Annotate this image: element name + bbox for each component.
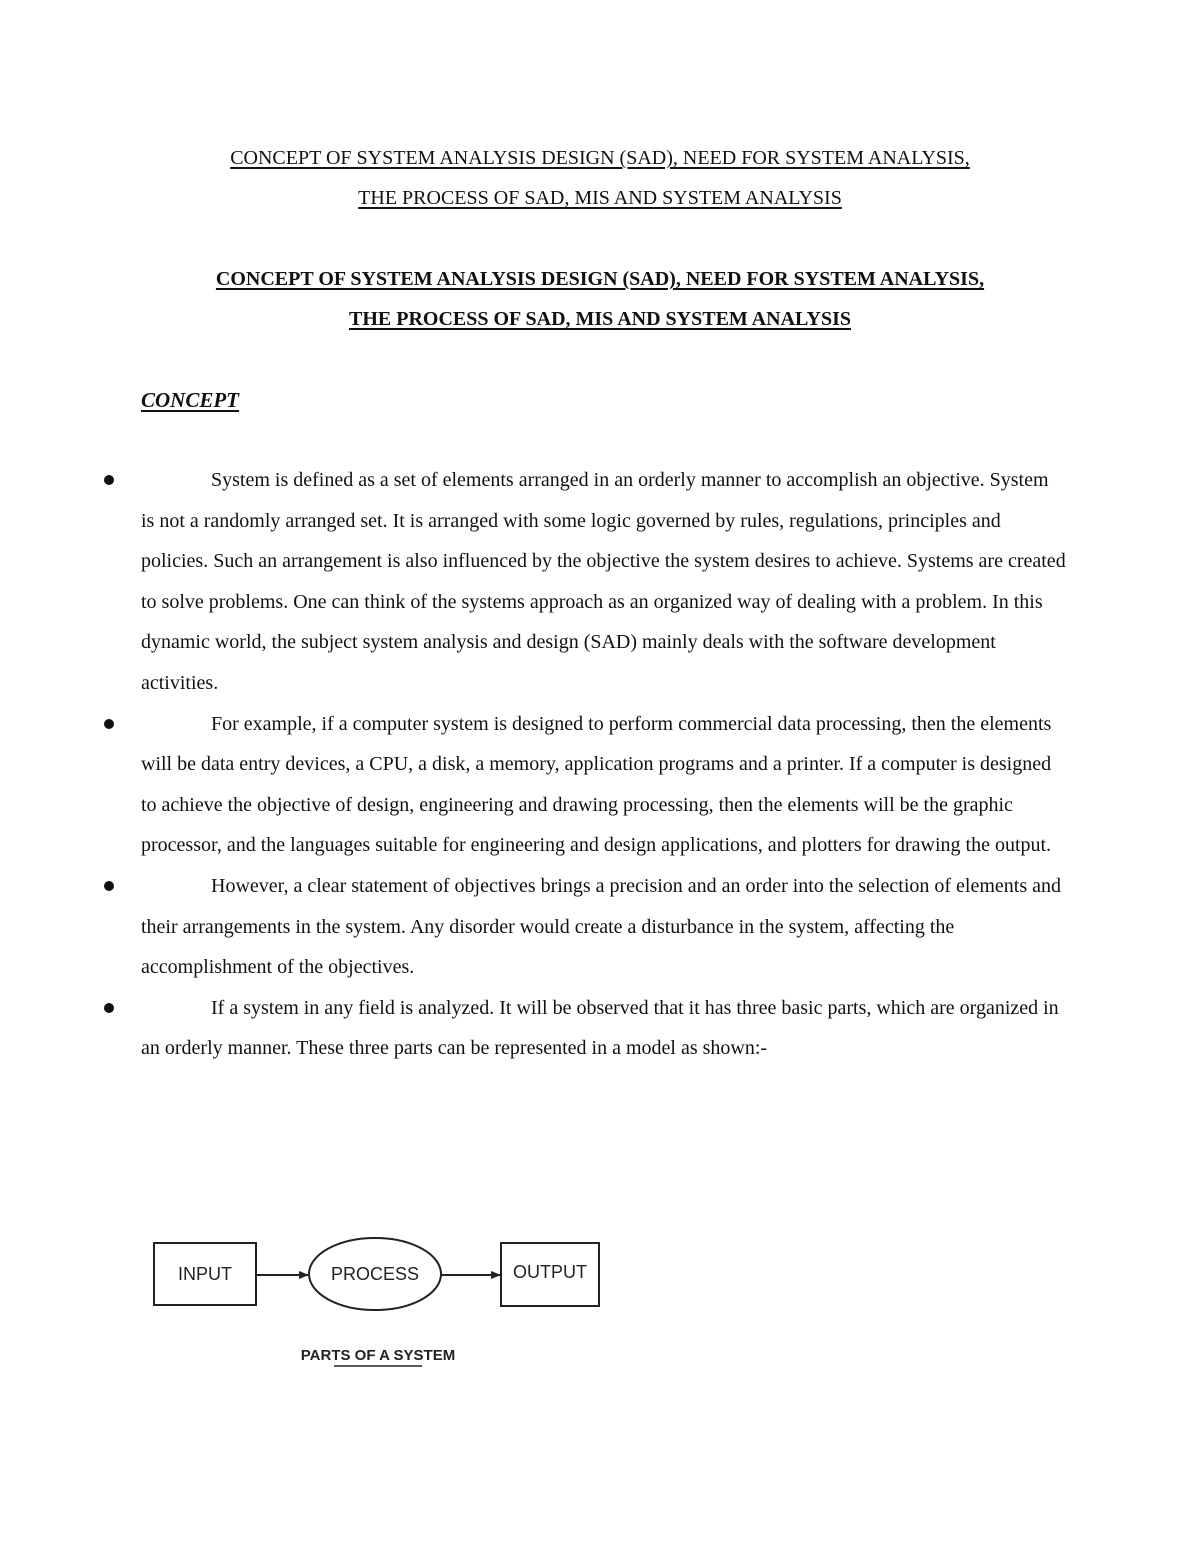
bullet-text: For example, if a computer system is designed to perform commercial data processing, then the elements will be data entry devices, a CPU, a disk, a memory, application programs and a printer. If a computer is designed to achieve the objective of design, engineering and drawing processing, then the elements will be the graphic processor, and the languages suitable for engineering and design applications, and plotters for drawing the output. [141,712,1052,857]
bullet-text: System is defined as a set of elements arranged in an orderly manner to accomplish an objective. System is not a randomly arranged set. It is arranged with some logic governed by rules, regulations, principles and policies. Such an arrangement is also influenced by the objective the system desires to achieve. Systems are created to solve problems. One can think of the systems approach as an organized way of dealing with a problem. In this dynamic world, the subject system analysis and design (SAD) mainly deals with the software development activities. [141,469,1066,694]
diagram-caption: PARTS OF A SYSTEM [300,1347,456,1364]
bullet-item [141,988,1066,1069]
bullet-text: However, a clear statement of objectives brings a precision and an order into the selection of elements and their arrangements in the system. Any disorder would create a disturbance in the system, affecting the accomplishment of the objectives. [141,874,1061,979]
bullet-text: If a system in any field is analyzed. It will be observed that it has three basic parts, which are organized in an orderly manner. These three parts can be represented in a model as shown:- [141,996,1059,1060]
input-label: INPUT [178,1264,232,1284]
parts-of-system-diagram [140,1228,620,1378]
bullet-dot-icon [104,881,114,891]
bullet-item [141,460,1066,704]
document-title-line-1: CONCEPT OF SYSTEM ANALYSIS DESIGN (SAD), NEED FOR SYSTEM ANALYSIS, [230,147,970,169]
bullet-dot-icon [104,719,114,729]
document-heading-line-1: CONCEPT OF SYSTEM ANALYSIS DESIGN (SAD), NEED FOR SYSTEM ANALYSIS, [215,268,985,290]
output-label: OUTPUT [513,1262,587,1282]
diagram-svg [140,1228,620,1378]
bullet-dot-icon [104,1003,114,1013]
section-heading-concept: CONCEPT [141,388,240,412]
document-title-line-2: THE PROCESS OF SAD, MIS AND SYSTEM ANALYSIS [358,187,842,209]
concept-bullet-list [141,460,1066,1069]
bullet-item [141,866,1066,988]
process-label: PROCESS [330,1264,420,1284]
bullet-item [141,704,1066,866]
document-heading-line-2: THE PROCESS OF SAD, MIS AND SYSTEM ANALYSIS [349,308,851,330]
bullet-dot-icon [104,475,114,485]
